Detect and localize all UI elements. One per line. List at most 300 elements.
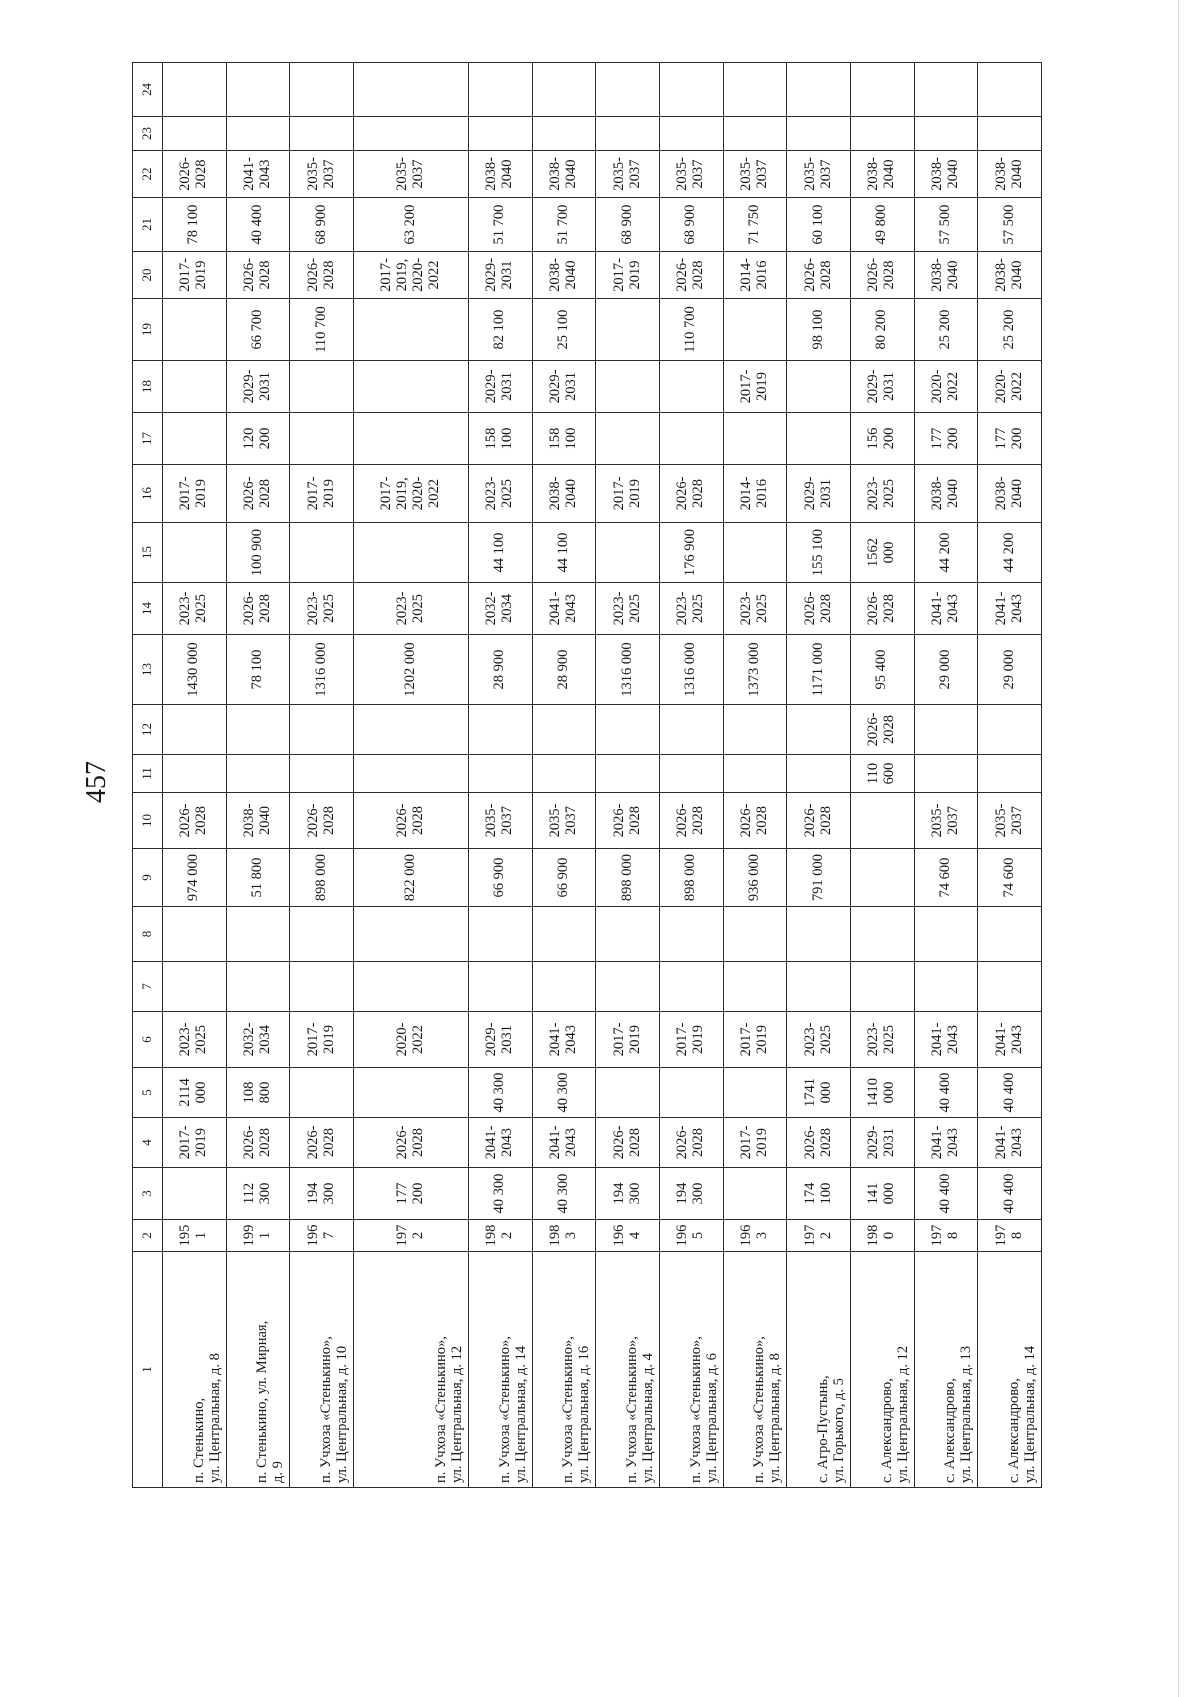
table-cell: 2035- 2037 [660,151,724,198]
table-cell [532,907,596,962]
table-cell: 822 000 [353,849,468,907]
table-cell [723,705,787,755]
table-cell: 1316 000 [660,635,724,705]
table-row [978,63,1042,1488]
page-edge-line [1178,0,1179,1697]
table-cell: 2041- 2043 [914,1118,978,1168]
table-cell: 1967 [290,1220,354,1252]
table-row [787,63,851,1488]
address-cell: п. Учхоза «Стенькино», ул. Центральная, д. 6 [660,1252,724,1488]
table-cell: 974 000 [162,849,226,907]
table-cell: 2029- 2031 [469,1012,533,1068]
table-cell [532,63,596,117]
table-cell: 2035- 2037 [290,151,354,198]
table-cell [723,1068,787,1118]
table-cell: 2017- 2019 [596,1012,660,1068]
table-cell: 2017- 2019 [596,465,660,523]
table-cell: 110 600 [850,755,914,793]
table-cell: 110 700 [660,299,724,361]
table-cell: 2038- 2040 [914,465,978,523]
table-cell: 141 000 [850,1168,914,1220]
table-cell: 177 200 [978,413,1042,465]
table-cell: 40 400 [978,1068,1042,1118]
table-cell [353,63,468,117]
rotated-table-container [132,73,1042,1488]
table-cell: 2029- 2031 [532,361,596,413]
table-cell [660,1068,724,1118]
column-number: 23 [133,117,163,151]
table-cell [469,63,533,117]
table-cell: 66 900 [532,849,596,907]
column-number-row [133,63,163,1488]
table-row [469,63,533,1488]
table-row [532,63,596,1488]
table-cell: 2038- 2040 [850,151,914,198]
column-number: 7 [133,962,163,1012]
table-cell [353,755,468,793]
table-cell: 898 000 [596,849,660,907]
table-cell [660,361,724,413]
table-cell [914,705,978,755]
table-cell: 60 100 [787,198,851,252]
table-cell [787,755,851,793]
table-cell [162,299,226,361]
table-cell: 2014- 2016 [723,252,787,299]
table-cell [290,962,354,1012]
table-cell: 100 900 [226,523,290,583]
table-cell: 2026- 2028 [787,583,851,635]
table-cell: 2023- 2025 [162,1012,226,1068]
table-cell [162,1168,226,1220]
table-cell: 71 750 [723,198,787,252]
table-cell [978,755,1042,793]
table-cell: 120 200 [226,413,290,465]
table-cell [978,63,1042,117]
column-number: 6 [133,1012,163,1068]
column-number: 2 [133,1220,163,1252]
table-cell: 2017- 2019 [290,465,354,523]
table-cell: 51 700 [532,198,596,252]
table-cell: 898 000 [660,849,724,907]
table-cell: 1980 [850,1220,914,1252]
table-cell: 1982 [469,1220,533,1252]
address-cell: с. Александрово, ул. Центральная, д. 14 [978,1252,1042,1488]
table-cell: 2029- 2031 [850,361,914,413]
table-cell [290,523,354,583]
table-cell [290,413,354,465]
table-cell: 2023- 2025 [787,1012,851,1068]
data-table [132,62,1042,1488]
table-cell: 194 300 [660,1168,724,1220]
table-cell [723,413,787,465]
table-cell: 28 900 [469,635,533,705]
table-cell: 2026- 2028 [787,1118,851,1168]
table-cell: 2017- 2019 [723,361,787,413]
column-number: 15 [133,523,163,583]
table-cell: 2020- 2022 [978,361,1042,413]
table-cell: 40 400 [914,1168,978,1220]
table-cell [660,63,724,117]
table-cell: 2026- 2028 [850,705,914,755]
table-cell: 898 000 [290,849,354,907]
table-cell [290,1068,354,1118]
table-cell [226,705,290,755]
table-cell [290,907,354,962]
table-cell: 158 100 [532,413,596,465]
table-cell: 155 100 [787,523,851,583]
table-cell [353,523,468,583]
table-cell: 2026- 2028 [723,793,787,849]
table-cell: 2038- 2040 [532,465,596,523]
table-cell: 2023- 2025 [162,583,226,635]
column-number: 16 [133,465,163,523]
page-number: 457 [81,761,112,803]
table-cell: 2038- 2040 [914,151,978,198]
table-cell: 1983 [532,1220,596,1252]
table-cell: 2023- 2025 [660,583,724,635]
table-cell [787,413,851,465]
table-cell [850,63,914,117]
table-cell: 176 900 [660,523,724,583]
column-number: 12 [133,705,163,755]
table-cell: 2026- 2028 [226,252,290,299]
table-cell [226,907,290,962]
address-cell: с. Александрово, ул. Центральная, д. 13 [914,1252,978,1488]
table-cell: 25 200 [978,299,1042,361]
table-cell: 2041- 2043 [532,1012,596,1068]
table-row [353,63,468,1488]
table-cell: 1171 000 [787,635,851,705]
table-cell [469,907,533,962]
column-number: 18 [133,361,163,413]
table-cell [162,361,226,413]
table-cell: 66 900 [469,849,533,907]
table-cell: 1978 [914,1220,978,1252]
table-cell: 25 200 [914,299,978,361]
table-cell: 2026- 2028 [162,151,226,198]
table-cell: 2041- 2043 [226,151,290,198]
table-cell [162,413,226,465]
table-cell: 1991 [226,1220,290,1252]
table-cell: 57 500 [914,198,978,252]
table-cell: 1410 000 [850,1068,914,1118]
table-cell [914,755,978,793]
table-cell: 68 900 [596,198,660,252]
table-row [290,63,354,1488]
table-cell: 936 000 [723,849,787,907]
table-cell: 158 100 [469,413,533,465]
address-cell: п. Стенькино, ул. Центральная, д. 8 [162,1252,226,1488]
table-cell [660,962,724,1012]
table-cell [162,523,226,583]
table-cell [723,299,787,361]
table-cell: 25 100 [532,299,596,361]
table-cell: 2041- 2043 [978,1118,1042,1168]
table-cell [660,413,724,465]
table-cell [353,413,468,465]
table-cell: 2026- 2028 [353,793,468,849]
table-cell: 2038- 2040 [914,252,978,299]
address-cell: п. Учхоза «Стенькино», ул. Центральная, д. 8 [723,1252,787,1488]
table-cell: 2041- 2043 [532,1118,596,1168]
table-cell [660,117,724,151]
table-cell [162,907,226,962]
table-cell [290,117,354,151]
table-cell [226,755,290,793]
table-cell: 44 200 [978,523,1042,583]
address-cell: п. Учхоза «Стенькино», ул. Центральная, д. 12 [353,1252,468,1488]
table-cell [353,117,468,151]
table-cell: 2038- 2040 [226,793,290,849]
table-cell: 2026- 2028 [226,1118,290,1168]
table-row [660,63,724,1488]
column-number: 24 [133,63,163,117]
table-cell: 194 300 [290,1168,354,1220]
column-number: 17 [133,413,163,465]
table-cell [723,117,787,151]
table-cell: 156 200 [850,413,914,465]
table-cell [787,907,851,962]
table-cell [723,755,787,793]
address-cell: п. Учхоза «Стенькино», ул. Центральная, д. 16 [532,1252,596,1488]
column-number: 1 [133,1252,163,1488]
table-cell: 2017- 2019 [290,1012,354,1068]
column-number: 9 [133,849,163,907]
table-cell: 78 100 [226,635,290,705]
table-cell: 29 000 [978,635,1042,705]
table-cell [353,1068,468,1118]
table-cell: 2038- 2040 [978,151,1042,198]
table-cell: 28 900 [532,635,596,705]
table-cell: 2026- 2028 [162,793,226,849]
table-cell: 2026- 2028 [660,1118,724,1168]
table-cell [787,63,851,117]
address-cell: п. Учхоза «Стенькино», ул. Центральная, д. 14 [469,1252,533,1488]
table-cell [596,705,660,755]
table-cell: 2026- 2028 [290,1118,354,1168]
table-cell: 2029- 2031 [850,1118,914,1168]
table-cell: 2017- 2019, 2020- 2022 [353,465,468,523]
table-cell: 44 200 [914,523,978,583]
table-cell [978,117,1042,151]
address-cell: п. Стенькино, ул. Мирная, д. 9 [226,1252,290,1488]
table-cell: 2023- 2025 [469,465,533,523]
table-cell [290,755,354,793]
table-cell: 2114 000 [162,1068,226,1118]
table-row [596,63,660,1488]
column-number: 11 [133,755,163,793]
table-cell [914,117,978,151]
table-cell: 2035- 2037 [914,793,978,849]
table-cell: 2017- 2019 [723,1012,787,1068]
table-cell [532,705,596,755]
table-cell [596,361,660,413]
table-cell [353,962,468,1012]
table-cell: 2017- 2019, 2020- 2022 [353,252,468,299]
table-cell [596,962,660,1012]
table-cell: 2035- 2037 [978,793,1042,849]
table-cell [226,63,290,117]
table-cell: 44 100 [469,523,533,583]
table-cell: 1972 [353,1220,468,1252]
table-cell [914,907,978,962]
table-cell: 2014- 2016 [723,465,787,523]
table-cell: 40 300 [532,1168,596,1220]
table-cell: 2023- 2025 [596,583,660,635]
table-cell: 2035- 2037 [596,151,660,198]
table-cell: 110 700 [290,299,354,361]
table-cell [723,1168,787,1220]
table-cell [353,705,468,755]
column-number: 5 [133,1068,163,1118]
column-number: 4 [133,1118,163,1168]
table-cell: 40 300 [532,1068,596,1118]
table-cell [469,962,533,1012]
table-cell [290,63,354,117]
table-cell [850,117,914,151]
table-cell: 194 300 [596,1168,660,1220]
table-cell: 2026- 2028 [850,252,914,299]
table-cell: 2029- 2031 [787,465,851,523]
table-cell: 2041- 2043 [914,583,978,635]
table-cell: 2029- 2031 [469,252,533,299]
table-cell: 78 100 [162,198,226,252]
table-cell: 95 400 [850,635,914,705]
table-cell: 51 800 [226,849,290,907]
table-cell [532,755,596,793]
column-number: 3 [133,1168,163,1220]
address-cell: с. Александрово, ул. Центральная, д. 12 [850,1252,914,1488]
table-cell [162,755,226,793]
table-cell: 2026- 2028 [353,1118,468,1168]
table-cell: 2026- 2028 [660,793,724,849]
table-cell: 1972 [787,1220,851,1252]
table-cell: 2026- 2028 [660,465,724,523]
table-cell: 2035- 2037 [532,793,596,849]
table-cell: 57 500 [978,198,1042,252]
table-cell: 2041- 2043 [978,583,1042,635]
table-cell [723,962,787,1012]
table-cell: 80 200 [850,299,914,361]
table-cell [353,907,468,962]
column-number: 14 [133,583,163,635]
table-cell: 2026- 2028 [290,252,354,299]
table-cell: 66 700 [226,299,290,361]
table-cell [850,962,914,1012]
table-cell: 1202 000 [353,635,468,705]
table-cell [469,705,533,755]
table-cell [787,705,851,755]
table-cell: 1963 [723,1220,787,1252]
table-cell: 2026- 2028 [596,793,660,849]
table-cell: 2017- 2019 [162,465,226,523]
table-cell: 2032- 2034 [226,1012,290,1068]
table-cell: 2035- 2037 [353,151,468,198]
column-number: 20 [133,252,163,299]
table-cell: 1951 [162,1220,226,1252]
table-cell: 40 400 [978,1168,1042,1220]
table-cell: 2032- 2034 [469,583,533,635]
table-cell: 1978 [978,1220,1042,1252]
table-cell [723,907,787,962]
table-cell [290,705,354,755]
table-cell [226,962,290,1012]
table-cell [532,962,596,1012]
table-cell: 2023- 2025 [850,465,914,523]
table-cell: 2035- 2037 [723,151,787,198]
table-cell: 40 400 [914,1068,978,1118]
table-cell: 2023- 2025 [353,583,468,635]
column-number: 8 [133,907,163,962]
table-body [133,63,1042,1488]
table-cell [596,1068,660,1118]
table-cell [596,117,660,151]
column-number: 19 [133,299,163,361]
table-cell [469,755,533,793]
table-cell: 177 200 [353,1168,468,1220]
table-cell: 1316 000 [290,635,354,705]
table-cell: 108 800 [226,1068,290,1118]
address-cell: с. Агро-Пустынь, ул. Горького, д. 5 [787,1252,851,1488]
table-cell: 2026- 2028 [226,583,290,635]
table-cell: 2041- 2043 [532,583,596,635]
table-cell [850,793,914,849]
table-cell: 2026- 2028 [660,252,724,299]
table-cell: 2017- 2019 [723,1118,787,1168]
table-cell: 2017- 2019 [660,1012,724,1068]
table-cell [787,117,851,151]
table-cell: 2038- 2040 [532,252,596,299]
table-cell [469,117,533,151]
table-cell: 29 000 [914,635,978,705]
table-row [850,63,914,1488]
table-cell: 2041- 2043 [978,1012,1042,1068]
table-cell: 68 900 [290,198,354,252]
column-number: 22 [133,151,163,198]
table-cell: 2026- 2028 [596,1118,660,1168]
table-cell [162,117,226,151]
table-cell [290,361,354,413]
column-number: 10 [133,793,163,849]
address-cell: п. Учхоза «Стенькино», ул. Центральная, д. 4 [596,1252,660,1488]
table-cell: 1964 [596,1220,660,1252]
table-cell: 2038- 2040 [469,151,533,198]
table-cell: 74 600 [978,849,1042,907]
table-cell: 44 100 [532,523,596,583]
table-cell: 51 700 [469,198,533,252]
table-cell: 2038- 2040 [978,465,1042,523]
table-cell: 112 300 [226,1168,290,1220]
table-cell: 68 900 [660,198,724,252]
table-cell: 40 300 [469,1168,533,1220]
table-cell: 63 200 [353,198,468,252]
table-cell: 1316 000 [596,635,660,705]
table-cell: 2035- 2037 [469,793,533,849]
table-row [226,63,290,1488]
table-cell: 82 100 [469,299,533,361]
table-cell [353,361,468,413]
table-cell: 2029- 2031 [226,361,290,413]
table-cell: 2017- 2019 [162,1118,226,1168]
table-row [162,63,226,1488]
address-cell: п. Учхоза «Стенькино», ул. Центральная, д. 10 [290,1252,354,1488]
table-cell: 2023- 2025 [723,583,787,635]
table-cell: 40 300 [469,1068,533,1118]
table-cell: 2017- 2019 [596,252,660,299]
table-cell [978,907,1042,962]
table-cell: 2029- 2031 [469,361,533,413]
table-cell: 2017- 2019 [162,252,226,299]
